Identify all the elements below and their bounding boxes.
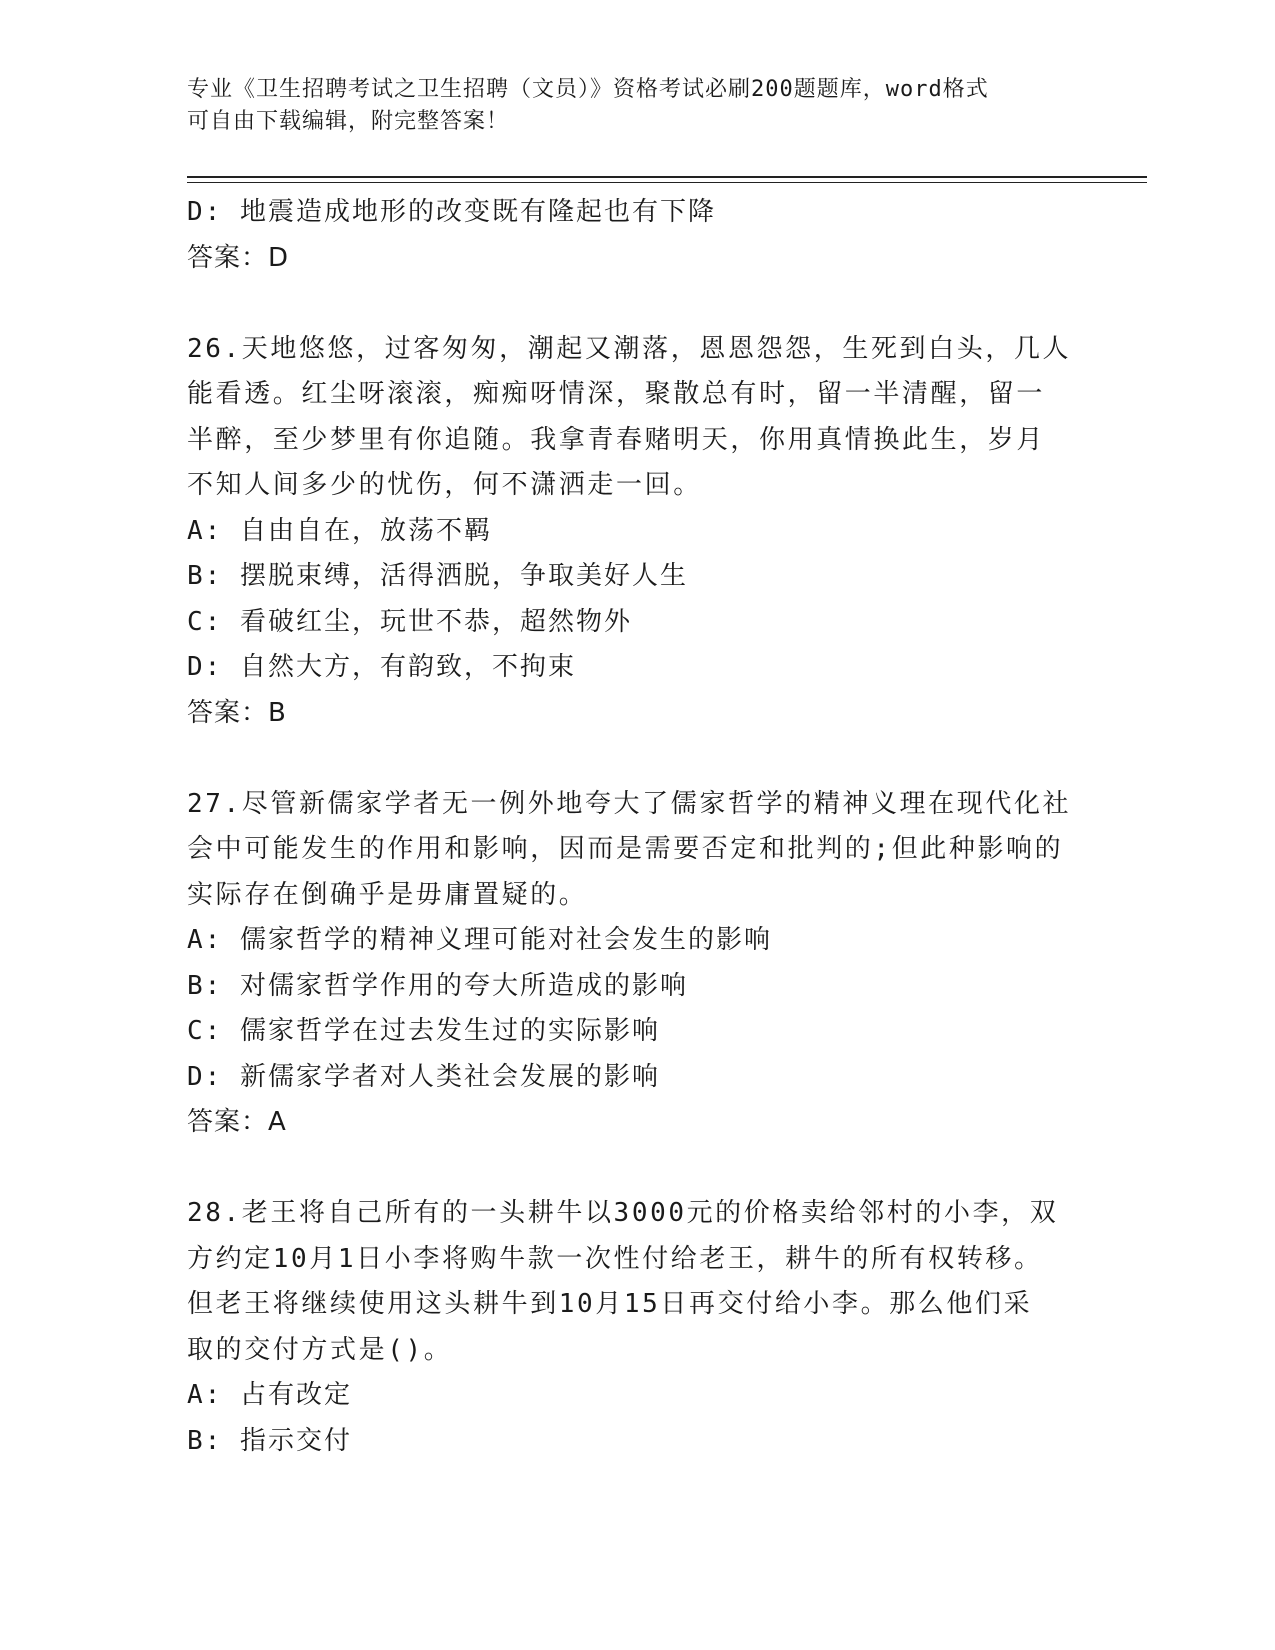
question-stem-line: 27.尽管新儒家学者无一例外地夸大了儒家哲学的精神义理在现代化社: [187, 788, 1072, 819]
question-stem-line: 半醉，至少梦里有你追随。我拿青春赌明天，你用真情换此生，岁月: [187, 424, 1046, 455]
question-27: [187, 782, 1087, 1146]
question-28: [187, 1191, 1087, 1464]
header-title-line-1: 专业《卫生招聘考试之卫生招聘（文员）》资格考试必刷200题题库，word格式: [187, 77, 989, 102]
question-stem-line: 取的交付方式是()。: [187, 1334, 453, 1365]
answer-line: 答案：D: [187, 242, 290, 273]
header-divider-thin: [187, 182, 1147, 183]
question-stem-line: 方约定10月1日小李将购牛款一次性付给老王，耕牛的所有权转移。: [187, 1243, 1043, 1274]
option-b: B: 对儒家哲学作用的夸大所造成的影响: [187, 970, 688, 1001]
answer-line: 答案：B: [187, 697, 287, 728]
question-stem-line: 能看透。红尘呀滚滚，痴痴呀情深，聚散总有时，留一半清醒，留一: [187, 379, 1046, 409]
option-c: C: 儒家哲学在过去发生过的实际影响: [187, 1016, 660, 1046]
question-stem-line: 但老王将继续使用这头耕牛到10月15日再交付给小李。那么他们采: [187, 1289, 1033, 1319]
option-d: D: 地震造成地形的改变既有隆起也有下降: [187, 197, 716, 227]
option-c: C: 看破红尘，玩世不恭，超然物外: [187, 606, 632, 637]
question-stem-line: 不知人间多少的忧伤，何不潇洒走一回。: [187, 470, 702, 500]
question-stem-line: 28.老王将自己所有的一头耕牛以3000元的价格卖给邻村的小李，双: [187, 1198, 1059, 1228]
answer-line: 答案：A: [187, 1107, 287, 1137]
page-header: [187, 74, 1087, 138]
question-26: [187, 327, 1087, 737]
option-d: D: 新儒家学者对人类社会发展的影响: [187, 1061, 660, 1092]
option-a: A: 占有改定: [187, 1380, 352, 1410]
spacer: [187, 1146, 1087, 1192]
option-a: A: 儒家哲学的精神义理可能对社会发生的影响: [187, 925, 772, 955]
option-d: D: 自然大方，有韵致，不拘束: [187, 652, 576, 682]
previous-question-tail: [187, 190, 1087, 281]
header-divider-thick: [187, 176, 1147, 178]
header-title-line-2: 可自由下载编辑，附完整答案！: [187, 109, 510, 134]
spacer: [187, 281, 1087, 327]
option-b: B: 指示交付: [187, 1425, 352, 1456]
question-stem-line: 26.天地悠悠，过客匆匆，潮起又潮落，恩恩怨怨，生死到白头，几人: [187, 333, 1072, 364]
question-stem-line: 实际存在倒确乎是毋庸置疑的。: [187, 879, 588, 910]
question-stem-line: 会中可能发生的作用和影响，因而是需要否定和批判的;但此种影响的: [187, 834, 1064, 864]
spacer: [187, 736, 1087, 782]
option-b: B: 摆脱束缚，活得洒脱，争取美好人生: [187, 561, 688, 591]
question-content: [187, 190, 1087, 1464]
option-a: A: 自由自在，放荡不羁: [187, 515, 492, 546]
